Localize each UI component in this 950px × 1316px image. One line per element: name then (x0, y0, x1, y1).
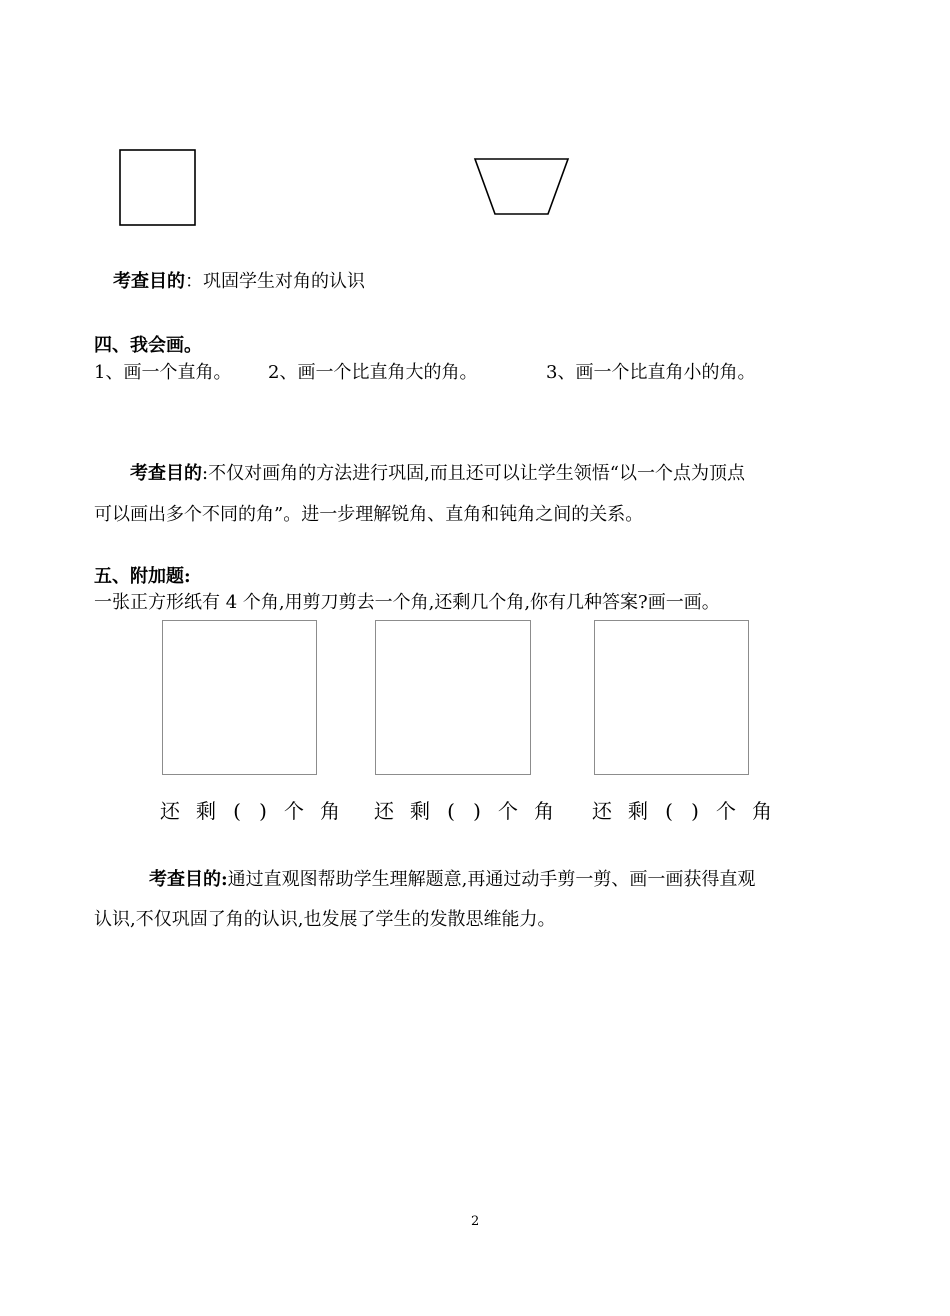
answer-char: 还 (592, 799, 612, 823)
section5-heading: 五、附加题: (94, 566, 191, 587)
section4-item-1: 1、画一个直角。 (94, 362, 232, 383)
answer-char: 角 (534, 799, 554, 823)
purpose-label: 考查目的 (130, 463, 202, 484)
answer-char: 剩 (410, 799, 430, 823)
answer-paren-open: ( (665, 799, 673, 823)
drawing-box-1 (162, 620, 317, 775)
answer-row-3 (584, 795, 780, 824)
section5-question: 一张正方形纸有 4 个角,用剪刀剪去一个角,还剩几个角,你有几种答案?画一画。 (94, 592, 720, 613)
trapezoid-shape (472, 157, 572, 217)
square-shape (118, 148, 198, 228)
answer-paren-open: ( (233, 799, 241, 823)
section4-purpose-line2: 可以画出多个不同的角”。进一步理解锐角、直角和钝角之间的关系。 (94, 504, 644, 525)
answer-char: 个 (498, 799, 518, 823)
section3-purpose (113, 271, 365, 293)
answer-char: 个 (716, 799, 736, 823)
purpose-text: :不仅对画角的方法进行巩固,而且还可以让学生领悟“以一个点为顶点 (202, 463, 745, 484)
answer-row-2 (366, 795, 562, 824)
answer-char: 还 (160, 799, 180, 823)
answer-paren-close: ) (473, 799, 481, 823)
answer-row-1 (152, 795, 348, 824)
answer-char: 角 (752, 799, 772, 823)
purpose-text: 巩固学生对角的认识 (203, 271, 365, 292)
section5-purpose-line1 (149, 869, 755, 891)
section4-item-2: 2、画一个比直角大的角。 (268, 362, 478, 383)
purpose-label: 考查目的: (149, 869, 228, 890)
page-number: 2 (471, 1214, 480, 1229)
drawing-box-2 (375, 620, 531, 775)
answer-char: 角 (320, 799, 340, 823)
section4-heading: 四、我会画。 (94, 335, 202, 356)
answer-paren-close: ) (691, 799, 699, 823)
answer-char: 个 (284, 799, 304, 823)
section4-item-3: 3、画一个比直角小的角。 (546, 362, 756, 383)
answer-char: 剩 (628, 799, 648, 823)
section5-purpose-line2: 认识,不仅巩固了角的认识,也发展了学生的发散思维能力。 (94, 909, 556, 930)
answer-paren-open: ( (447, 799, 455, 823)
purpose-colon: ： (185, 271, 203, 292)
purpose-label: 考查目的 (113, 271, 185, 292)
purpose-text: 通过直观图帮助学生理解题意,再通过动手剪一剪、画一画获得直观 (227, 869, 756, 890)
answer-char: 剩 (196, 799, 216, 823)
section4-purpose-line1 (130, 463, 745, 485)
answer-paren-close: ) (259, 799, 267, 823)
answer-char: 还 (374, 799, 394, 823)
drawing-box-3 (594, 620, 749, 775)
